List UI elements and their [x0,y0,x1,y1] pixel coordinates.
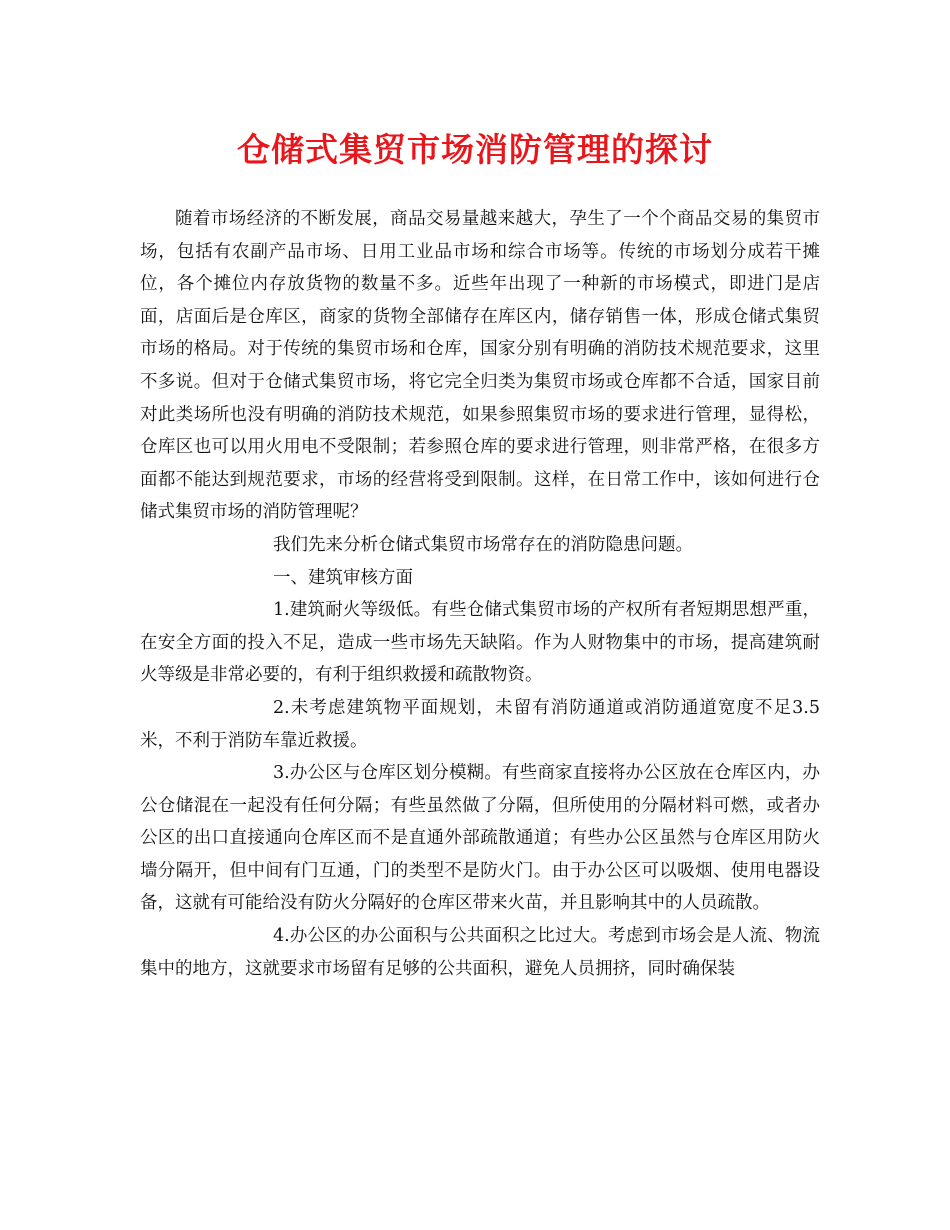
paragraph-item-4: 4.办公区的办公面积与公共面积之比过大。考虑到市场会是人流、物流集中的地方，这就要求市场留有足够的公共面积，避免人员拥挤，同时确保装 [140,926,820,979]
paragraph-item-1: 1.建筑耐火等级低。有些仓储式集贸市场的产权所有者短期思想严重，在安全方面的投入不足，造成一些市场先天缺陷。作为人财物集中的市场，提高建筑耐火等级是非常必要的，有利于组织救援和疏散物资。 [140,600,820,686]
paragraph-intro: 随着市场经济的不断发展，商品交易量越来越大，孕生了一个个商品交易的集贸市场，包括有农副产品市场、日用工业品市场和综合市场等。传统的市场划分成若干摊位，各个摊位内存放货物的数量不多。近些年出现了一种新的市场模式，即进门是店面，店面后是仓库区，商家的货物全部储存在库区内，储存销售一体，形成仓储式集贸市场的格局。对于传统的集贸市场和仓库，国家分别有明确的消防技术规范要求，这里不多说。但对于仓储式集贸市场，将它完全归类为集贸市场或仓库都不合适，国家目前对此类场所也没有明确的消防技术规范，如果参照集贸市场的要求进行管理，显得松，仓库区也可以用火用电不受限制；若参照仓库的要求进行管理，则非常严格，在很多方面都不能达到规范要求，市场的经营将受到限制。这样，在日常工作中，该如何进行仓储式集贸市场的消防管理呢？ [140,209,820,523]
paragraph-analysis-lead: 我们先来分析仓储式集贸市场常存在的消防隐患问题。 [273,534,693,555]
section-heading-building-review: 一、建筑审核方面 [273,567,413,588]
document-title: 仓储式集贸市场消防管理的探讨 [237,130,713,169]
paragraph-item-2: 2.未考虑建筑物平面规划，未留有消防通道或消防通道宽度不足3.5米，不利于消防车靠近救援。 [140,697,820,751]
paragraph-item-3: 3.办公区与仓库区划分模糊。有些商家直接将办公区放在仓库区内，办公仓储混在一起没有任何分隔；有些虽然做了分隔，但所使用的分隔材料可燃，或者办公区的出口直接通向仓库区而不是直通外部疏散通道；有些办公区虽然与仓库区用防火墙分隔开，但中间有门互通，门的类型不是防火门。由于办公区可以吸烟、使用电器设备，这就有可能给没有防火分隔好的仓库区带来火苗，并且影响其中的人员疏散。 [140,763,820,914]
document-body [140,203,820,985]
